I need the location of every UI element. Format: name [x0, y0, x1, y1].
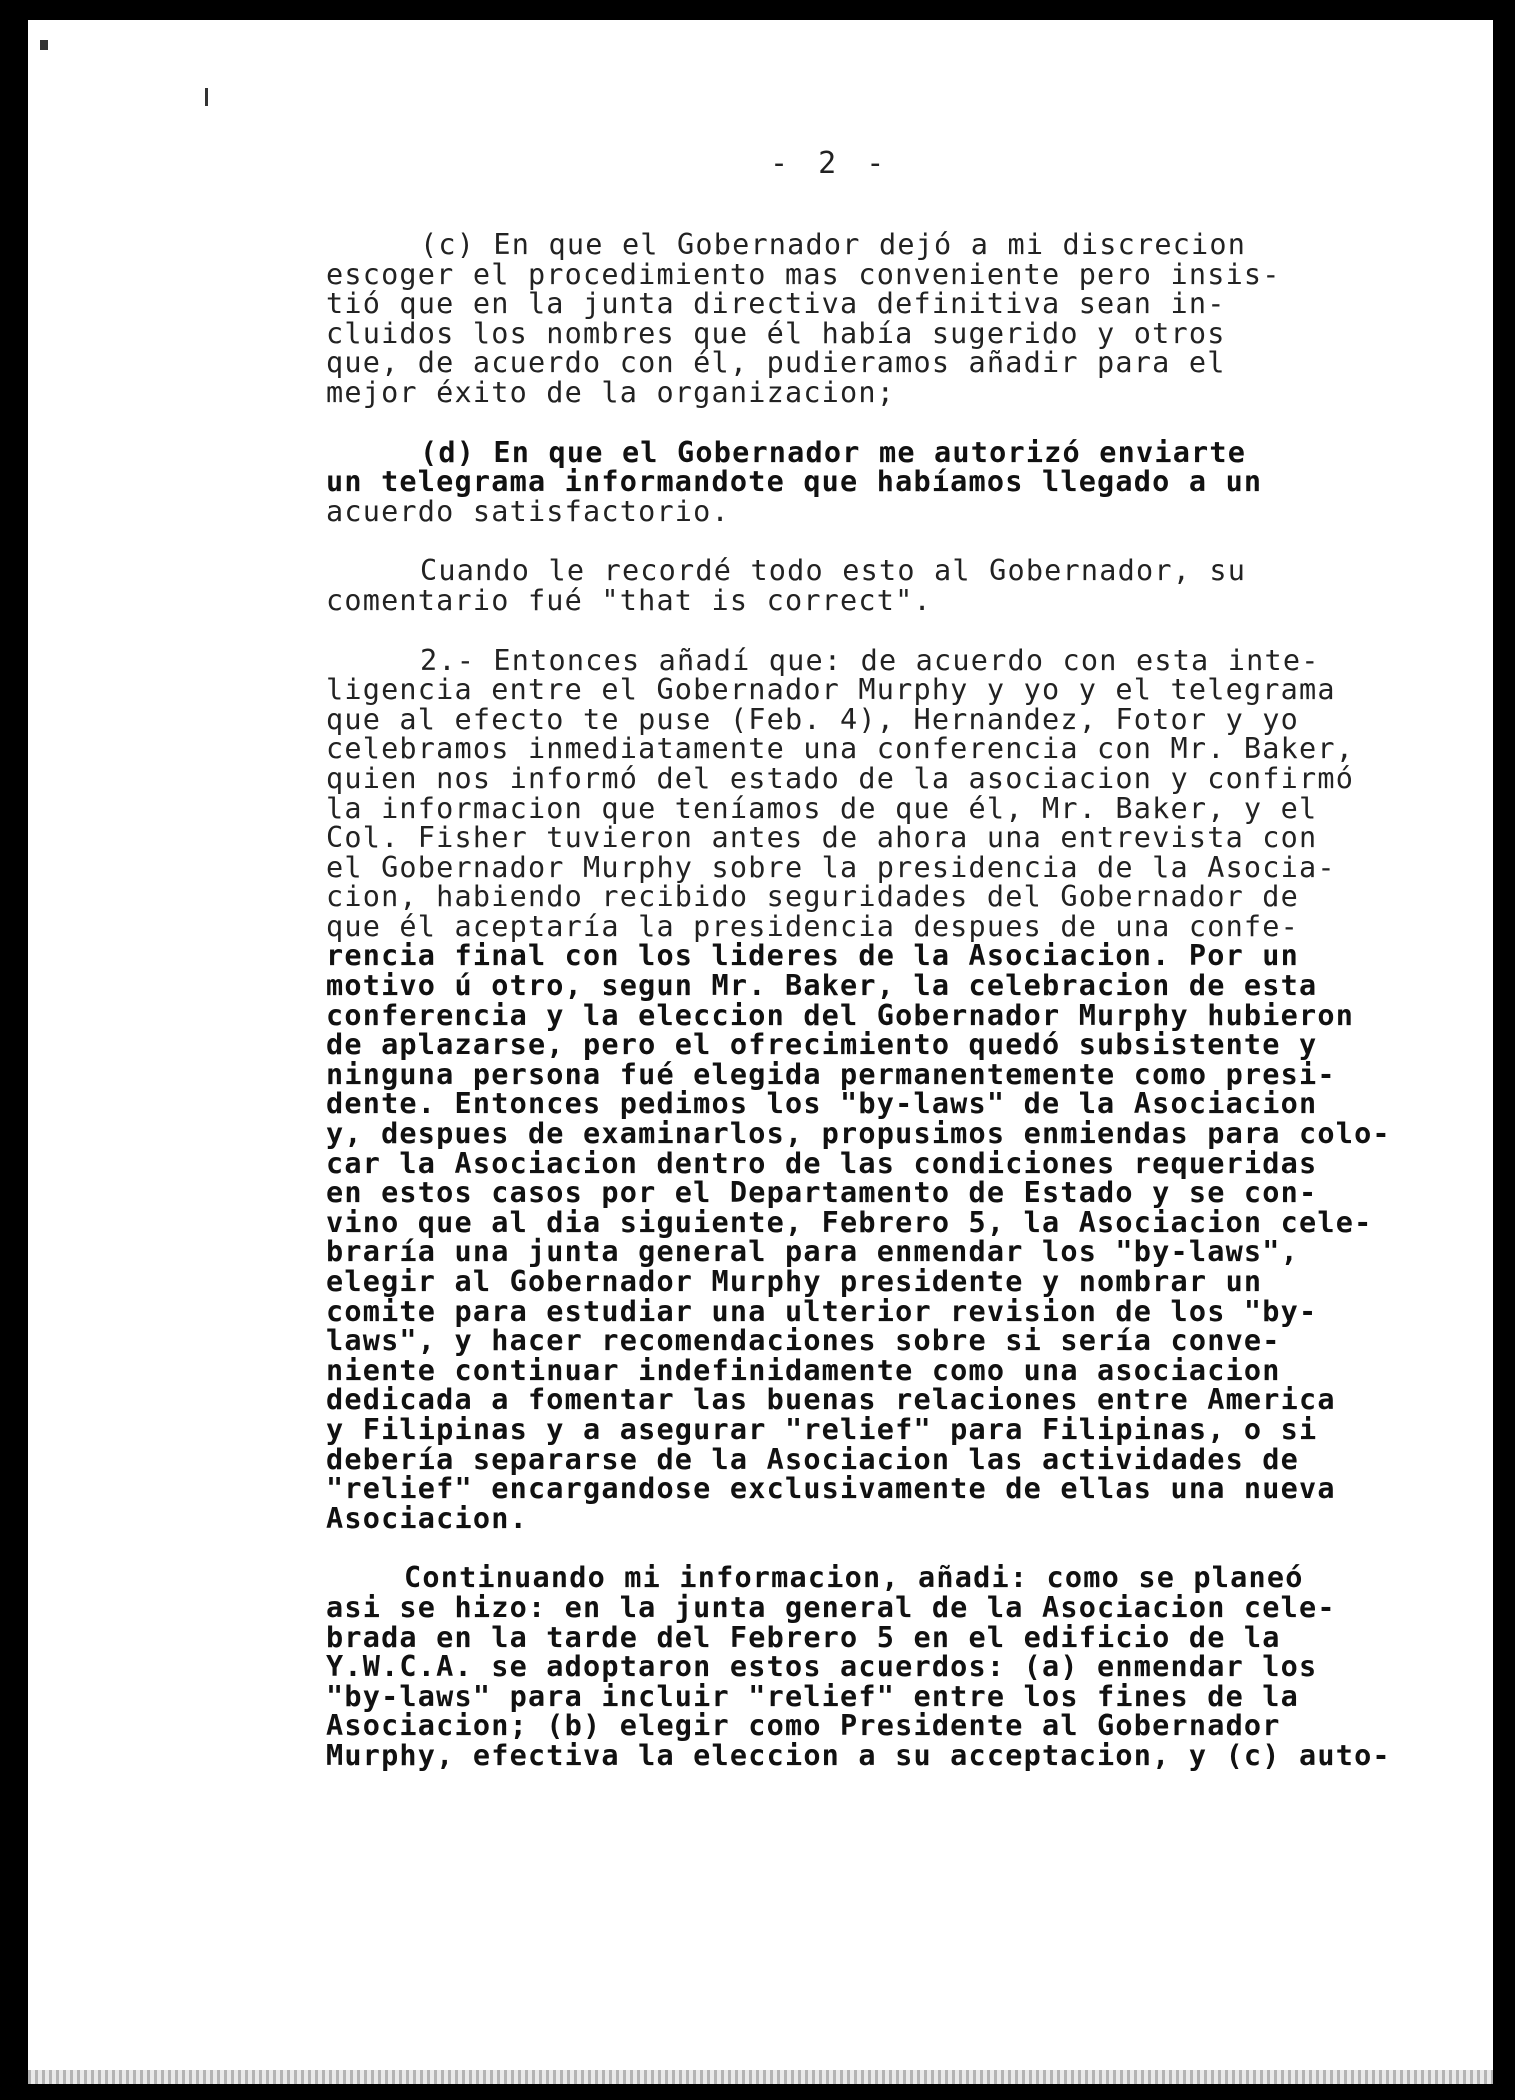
- letter-body: [326, 228, 1391, 1801]
- text-line: y Filipinas y a asegurar "relief" para Filipinas, o si: [326, 1412, 1318, 1446]
- text-line: Cuando le recordé todo esto al Gobernador, su: [420, 554, 1247, 588]
- text-line: cion, habiendo recibido seguridades del Gobernador de: [326, 880, 1299, 914]
- item-c: [326, 230, 1341, 408]
- text-line: debería separarse de la Asociacion las actividades de: [326, 1442, 1299, 1476]
- paragraph-2: [326, 643, 1391, 1535]
- text-line: Asociacion.: [326, 1501, 528, 1535]
- item-d: [326, 435, 1341, 528]
- text-line: comite para estudiar una ulterior revision de los "by-: [326, 1294, 1318, 1328]
- text-line: Asociacion; (b) elegir como Presidente al Gobernador: [326, 1709, 1281, 1743]
- text-line: (c) En que el Gobernador dejó a mi discrecion: [420, 228, 1247, 261]
- page-edge-noise: [28, 2070, 1493, 2084]
- scan-speck: [205, 88, 208, 106]
- scan-border-top: [0, 0, 1515, 20]
- text-line: niente continuar indefinidamente como una asociacion: [326, 1353, 1281, 1387]
- text-line: dente. Entonces pedimos los "by-laws" de la Asociacion: [326, 1087, 1318, 1121]
- text-line: que él aceptaría la presidencia despues de una confe-: [326, 909, 1299, 943]
- scan-border-bottom: [0, 2084, 1515, 2100]
- text-line: Col. Fisher tuvieron antes de ahora una entrevista con: [326, 821, 1318, 855]
- text-line: braría una junta general para enmendar los "by-laws",: [326, 1235, 1299, 1269]
- scan-border-right: [1493, 0, 1515, 2100]
- comment-paragraph: [326, 556, 1341, 615]
- text-line: celebramos inmediatamente una conferencia con Mr. Baker,: [326, 732, 1355, 766]
- text-line: escoger el procedimiento mas conveniente pero insis-: [326, 257, 1281, 291]
- text-line: acuerdo satisfactorio.: [326, 494, 730, 528]
- text-line: brada en la tarde del Febrero 5 en el edificio de la: [326, 1620, 1281, 1654]
- text-line: la informacion que teníamos de que él, Mr. Baker, y el: [326, 791, 1318, 825]
- text-line: que al efecto te puse (Feb. 4), Hernandez, Fotor y yo: [326, 702, 1299, 736]
- text-line: de aplazarse, pero el ofrecimiento quedó subsistente y: [326, 1028, 1318, 1062]
- text-line: un telegrama informandote que habíamos llegado a un: [326, 465, 1263, 499]
- text-line: y, despues de examinarlos, propusimos enmiendas para colo-: [326, 1117, 1391, 1151]
- text-line: "by-laws" para incluir "relief" entre los fines de la: [326, 1679, 1299, 1713]
- text-line: vino que al dia siguiente, Febrero 5, la Asociacion cele-: [326, 1205, 1373, 1239]
- text-line: dedicada a fomentar las buenas relaciones entre America: [326, 1383, 1336, 1417]
- text-line: car la Asociacion dentro de las condiciones requeridas: [326, 1146, 1318, 1180]
- text-line: elegir al Gobernador Murphy presidente y nombrar un: [326, 1265, 1263, 1298]
- scan-speck: [40, 40, 48, 50]
- page-number: - 2 -: [770, 146, 891, 181]
- continuation-paragraph: [326, 1561, 1391, 1772]
- text-line: Y.W.C.A. se adoptaron estos acuerdos: (a) enmendar los: [326, 1650, 1318, 1684]
- text-line: laws", y hacer recomendaciones sobre si sería conve-: [326, 1324, 1281, 1358]
- text-line: el Gobernador Murphy sobre la presidencia de la Asocia-: [326, 850, 1336, 884]
- text-line: ninguna persona fué elegida permanentemente como presi-: [326, 1057, 1336, 1091]
- text-line: tió que en la junta directiva definitiva sean in-: [326, 287, 1226, 321]
- text-line: comentario fué "that is correct".: [326, 583, 932, 617]
- text-line: 2.- Entonces añadí que: de acuerdo con esta inte-: [420, 643, 1320, 677]
- text-line: Murphy, efectiva la eleccion a su acceptacion, y (c) auto-: [326, 1738, 1391, 1772]
- text-line: conferencia y la eleccion del Gobernador Murphy hubieron: [326, 998, 1355, 1032]
- text-line: asi se hizo: en la junta general de la Asociacion cele-: [326, 1590, 1336, 1624]
- text-line: cluidos los nombres que él había sugerido y otros: [326, 316, 1226, 350]
- scan-border-left: [0, 0, 28, 2100]
- text-line: motivo ú otro, segun Mr. Baker, la celebracion de esta: [326, 969, 1318, 1003]
- text-line: mejor éxito de la organizacion;: [326, 375, 896, 409]
- text-line: que, de acuerdo con él, pudieramos añadir para el: [326, 346, 1226, 380]
- text-line: (d) En que el Gobernador me autorizó enviarte: [420, 435, 1247, 469]
- text-line: rencia final con los lideres de la Asociacion. Por un: [326, 939, 1299, 973]
- text-line: ligencia entre el Gobernador Murphy y yo y el telegrama: [326, 673, 1336, 707]
- text-line: "relief" encargandose exclusivamente de ellas una nueva: [326, 1472, 1336, 1506]
- text-line: quien nos informó del estado de la asociacion y confirmó: [326, 761, 1355, 795]
- text-line: en estos casos por el Departamento de Estado y se con-: [326, 1176, 1318, 1210]
- text-line: Continuando mi informacion, añadi: como se planeó: [404, 1561, 1304, 1595]
